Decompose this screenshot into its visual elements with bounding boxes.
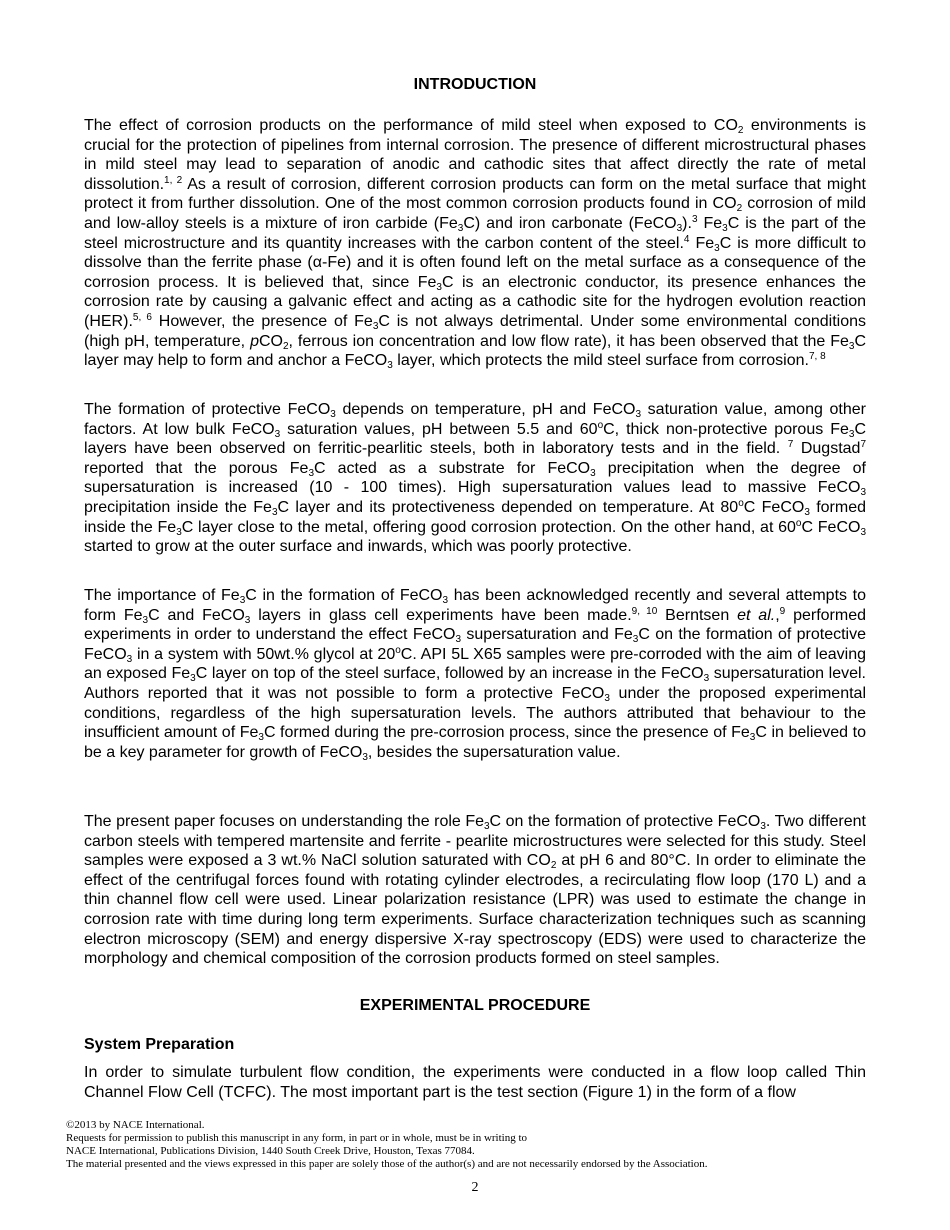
footer-line-disclaimer: The material presented and the views expressed in this paper are solely those of the author(s) and are not necessarily endorsed by the Association. — [66, 1158, 708, 1170]
text-run: started to grow at the outer surface and inwards, which was poorly protective. — [84, 538, 632, 556]
text-run: 3 — [848, 428, 855, 440]
text-run: , ferrous ion concentration and low flow rate), it has been observed that the Fe — [288, 332, 849, 350]
text-run: 2 — [282, 340, 289, 352]
paragraph-system-preparation — [84, 1063, 866, 1102]
text-run: C. API 5L X65 samples were pre-corroded with the aim of leaving an exposed Fe — [84, 645, 867, 683]
text-run: 3 — [483, 821, 490, 832]
footer-line-permission: Requests for permission to publish this manuscript in any form, in part or in whole, must be in writing to — [66, 1132, 528, 1144]
text-run: at pH 6 and 80°C. In order to eliminate the effect of the centrifugal forces found with rotating cylinder electrodes, a recirculating flow loop (170 L) and a thin channel flow cell were used. Linear polarization resistance (LPR) was used to estimate the change in corrosion rate with time during long term experiments. Surface characterization techniques such as scanning electron microscopy (SEM) and energy dispersive X-ray spectroscopy (EDS) were used to characterize the morphology and chemical composition of the corrosion products formed on steel samples. — [84, 852, 866, 968]
text-run: 3 — [239, 595, 246, 606]
text-run: The importance of Fe — [84, 587, 240, 604]
text-run: . Two different carbon steels with tempered martensite and ferrite - pearlite microstructures were selected for this study. Steel samples were exposed a 3 wt.% NaCl solution saturated with CO — [84, 813, 866, 870]
text-run: 3 — [804, 506, 810, 518]
text-run: o — [795, 517, 802, 529]
text-run: Fe — [689, 234, 715, 252]
text-run: precipitation when the degree of supersaturation is increased (10 - 100 times). High supersaturation values lead to massive FeCO — [84, 459, 867, 497]
text-run: C on the formation of protective FeCO — [489, 813, 761, 830]
text-run: 3 — [308, 467, 314, 479]
footer-line-address: NACE International, Publications Division, 1440 South Creek Drive, Houston, Texas 77084. — [66, 1145, 475, 1157]
text-run: 3 — [244, 614, 251, 626]
text-run: C formed during the pre-corrosion process, since the presence of Fe — [263, 724, 750, 742]
paragraph-intro-2 — [84, 400, 866, 557]
text-run: In order to simulate turbulent flow condition, the experiments were conducted in a flow loop called Thin Channel Flow Cell (TCFC). The most important part is the test section (Figure 1) in the form of a flow — [84, 1064, 866, 1101]
text-run: 2 — [737, 125, 744, 136]
text-run: o — [597, 419, 604, 431]
text-run: C in believed to be a key parameter for growth of FeCO — [84, 724, 866, 761]
text-run: C is not always detrimental. Under some environmental conditions (high pH, temperature, — [84, 312, 867, 350]
text-run: precipitation inside the Fe — [84, 498, 272, 516]
copyright-footer — [66, 1119, 886, 1171]
paragraph-intro-1 — [84, 116, 866, 371]
text-run: layers in glass cell experiments have been made. — [250, 606, 632, 624]
text-run: in a system with 50wt.% glycol at 20 — [132, 645, 396, 663]
text-run: Dugstad — [793, 440, 861, 458]
text-run: layer, which protects the mild steel surface from corrosion. — [392, 352, 809, 370]
text-run: 3 — [749, 732, 756, 744]
text-run: Fe — [697, 214, 723, 232]
text-run: C in the formation of FeCO — [245, 587, 443, 604]
text-run: C is an electronic conductor, its presence enhances the corrosion rate by causing a galvanic effect and acting as a cathodic site for the hydrogen evolution reaction (HER). — [84, 273, 867, 330]
text-run: C) and iron carbonate (FeCO — [463, 214, 677, 232]
text-run: formed inside the Fe — [84, 498, 867, 536]
text-run: saturation value, among other factors. At low bulk FeCO — [84, 401, 866, 438]
text-run: 3 — [274, 428, 281, 440]
text-run: p — [250, 332, 259, 350]
text-run: C on the formation of protective FeCO — [84, 626, 867, 663]
text-run: corrosion of mild and low-alloy steels is a mixture of iron carbide (Fe — [84, 195, 867, 232]
section-heading-introduction: INTRODUCTION — [413, 76, 537, 93]
text-run: has been acknowledged recently and several attempts to form Fe — [84, 587, 867, 624]
text-run: 3 — [632, 634, 639, 646]
text-run: 3 — [703, 673, 710, 685]
text-run: C layer may help to form and anchor a FeCO — [84, 332, 867, 370]
text-run: C FeCO — [801, 518, 861, 536]
text-run: C layer close to the metal, offering good corrosion protection. On the other hand, at 60 — [181, 518, 796, 536]
text-run: 3 — [860, 487, 866, 499]
text-run: 3 — [190, 673, 196, 685]
paragraph-intro-3 — [84, 586, 866, 762]
text-run: 5, 6 — [132, 311, 152, 323]
text-run: The formation of protective FeCO — [84, 401, 331, 418]
text-run: 3 — [436, 281, 442, 293]
text-run: 3 — [142, 614, 149, 626]
text-run: C is more difficult to dissolve than the ferrite phase (α-Fe) and it is often found left on the metal surface as a consequence of the corrosion process. It is believed that, since Fe — [84, 234, 866, 291]
text-run: C and FeCO — [148, 606, 245, 624]
text-run: The effect of corrosion products on the performance of mild steel when exposed to CO — [84, 117, 738, 134]
text-run: 3 — [372, 320, 379, 332]
text-run: 3 — [760, 821, 766, 832]
text-run: o — [738, 497, 744, 509]
text-run: However, the presence of Fe — [151, 312, 373, 330]
text-run: 3 — [860, 526, 867, 538]
text-run: reported that the porous Fe — [84, 459, 309, 477]
text-run: 2 — [736, 203, 743, 215]
text-run: 7, 8 — [808, 351, 826, 363]
text-run: 3 — [635, 409, 642, 420]
text-run: 3 — [442, 595, 449, 606]
text-run: performed experiments in order to understand the effect FeCO — [84, 606, 867, 644]
page-number: 2 — [471, 1180, 479, 1195]
text-run: et al. — [737, 606, 776, 624]
text-run: C layer on top of the steel surface, followed by an increase in the FeCO — [195, 665, 704, 683]
text-run: environments is crucial for the protection of pipelines from internal corrosion. The presence of different microstructural phases in mild steel may lead to separation of anodic and cathodic sites that affect directly the rate of metal dissolution. — [84, 117, 866, 193]
text-run: 3 — [691, 213, 698, 225]
text-run: 3 — [714, 242, 720, 254]
text-run: 9 — [779, 605, 786, 617]
text-run: 3 — [387, 360, 393, 372]
text-run: C layers have been observed on ferritic-pearlitic steels, both in laboratory tests and in the field. — [84, 420, 866, 458]
text-run: 3 — [258, 732, 264, 744]
text-run: 3 — [457, 222, 464, 234]
text-run: 9, 10 — [631, 605, 658, 617]
text-run: C layer and its protectiveness depended on temperature. At 80 — [277, 498, 739, 516]
text-run: supersaturation level. Authors reported that it was not possible to form a protective FeCO — [84, 665, 867, 702]
text-run: Berntsen — [657, 606, 738, 624]
text-run: 3 — [362, 751, 368, 763]
text-run: 3 — [604, 692, 610, 704]
text-run: o — [395, 644, 401, 656]
text-run: 7 — [787, 439, 794, 451]
text-run: 3 — [126, 653, 133, 665]
text-run: 3 — [330, 409, 336, 420]
text-run: supersaturation and Fe — [461, 626, 633, 644]
text-run: C acted as a substrate for FeCO — [314, 459, 591, 477]
section-heading-experimental: EXPERIMENTAL PROCEDURE — [359, 997, 591, 1014]
text-run: 3 — [455, 634, 462, 646]
text-run: , — [775, 606, 780, 624]
text-run: 4 — [683, 233, 690, 245]
text-run: depends on temperature, pH and FeCO — [335, 401, 636, 418]
text-run: saturation values, pH between 5.5 and 60 — [280, 420, 598, 438]
text-run: , besides the supersaturation value. — [367, 743, 621, 761]
text-run: 3 — [590, 467, 596, 479]
text-run: C, thick non-protective porous Fe — [603, 420, 849, 438]
text-run: 2 — [550, 860, 557, 872]
text-run: 1, 2 — [164, 174, 183, 186]
text-run: The present paper focuses on understanding the role Fe — [84, 813, 484, 830]
text-run: 3 — [848, 340, 855, 352]
text-run: As a result of corrosion, different corrosion products can form on the metal surface that might protect it from further dissolution. One of the most common corrosion products found in CO — [84, 175, 866, 213]
text-run: 7 — [860, 439, 866, 451]
text-run: 3 — [722, 222, 728, 234]
paragraph-intro-4 — [84, 812, 866, 969]
text-run: ). — [682, 214, 692, 232]
text-run: 3 — [176, 526, 182, 538]
text-run: under the proposed experimental conditions, regardless of the high supersaturation levels. The authors attributed that behaviour to the insufficient amount of Fe — [84, 684, 867, 742]
text-run: C FeCO — [743, 498, 805, 516]
text-run: CO — [258, 332, 283, 350]
subsection-heading-system-preparation: System Preparation — [84, 1036, 235, 1053]
text-run: 3 — [676, 222, 683, 234]
text-run: C is the part of the steel microstructure and its quantity increases with the carbon content of the steel. — [84, 214, 867, 252]
footer-line-copyright: ©2013 by NACE International. — [66, 1119, 205, 1131]
text-run: 3 — [271, 506, 278, 518]
